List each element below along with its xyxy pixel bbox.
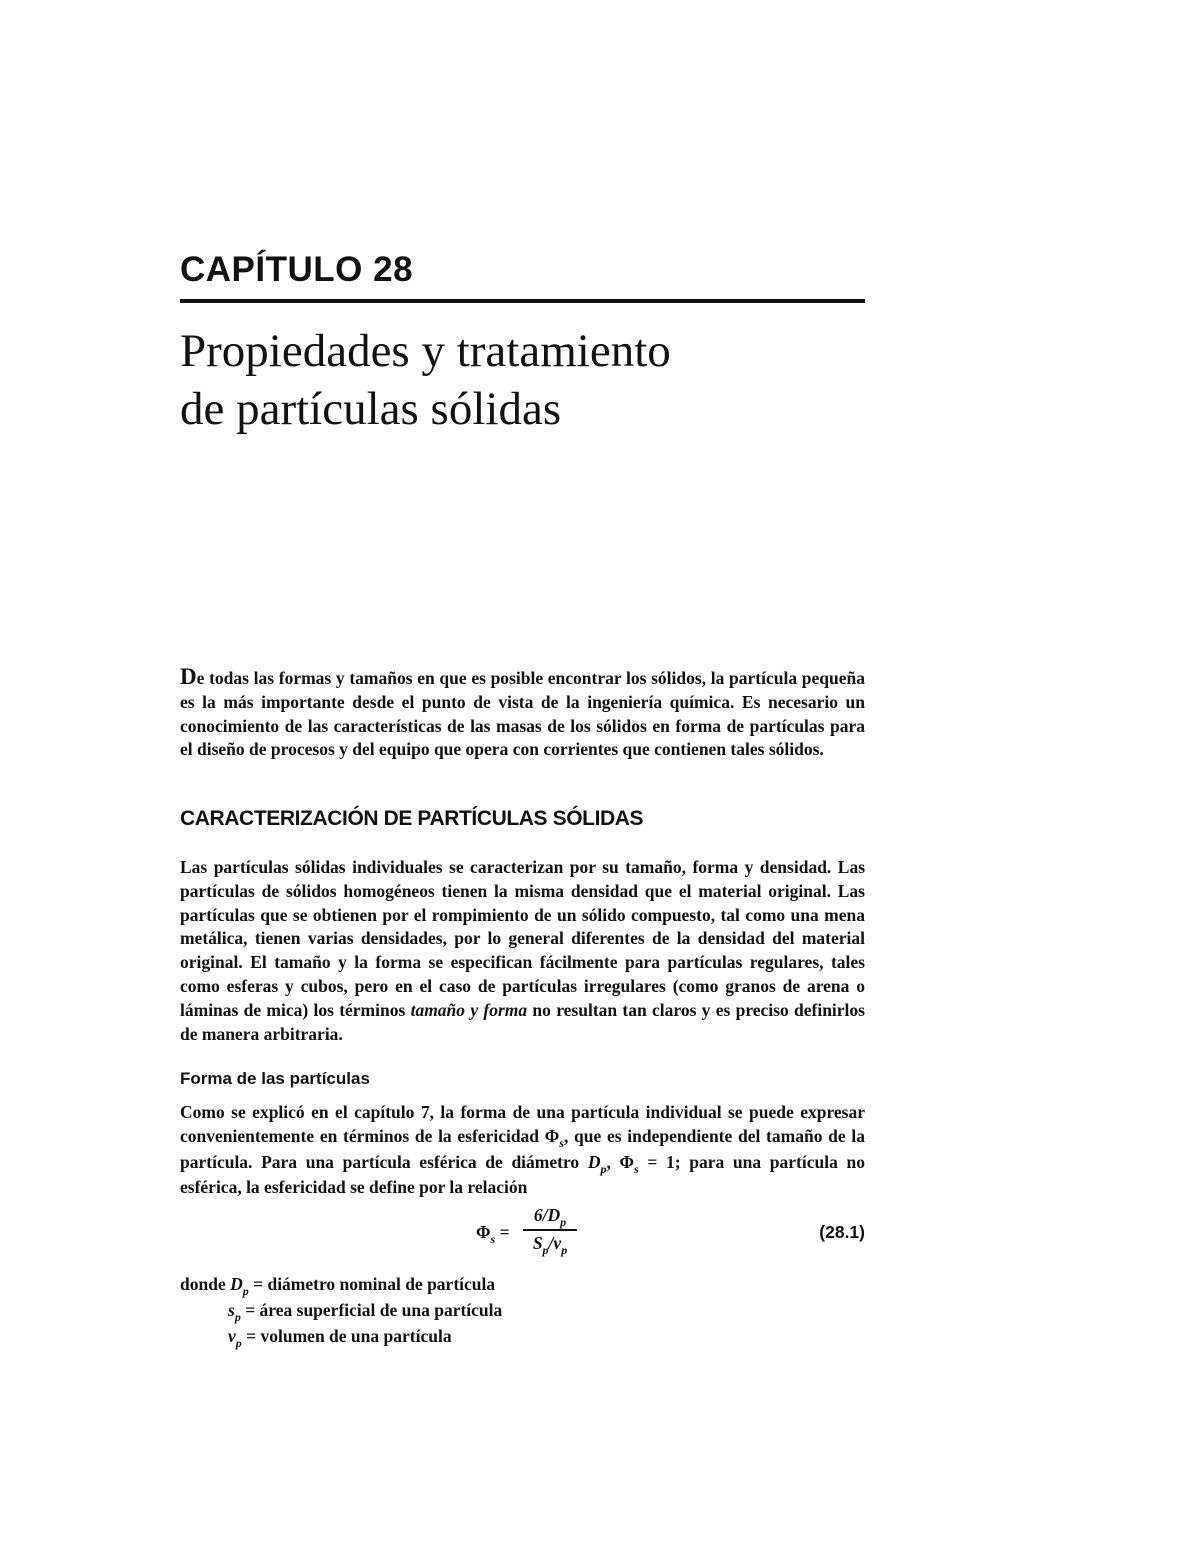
denominator-v: /v [548, 1232, 562, 1253]
denominator-s-subscript: p [542, 1242, 549, 1257]
definition-row [180, 1325, 502, 1351]
intro-dropcap: D [180, 664, 197, 689]
equation-denominator [523, 1231, 577, 1257]
definition-symbol: D [230, 1274, 243, 1294]
numerator-text: 6/D [533, 1205, 561, 1225]
definition-subscript: p [234, 1309, 241, 1324]
equation-equals: = [495, 1222, 510, 1242]
shape-text-a: Como se explicó en el capítulo 7, la forma de una partícula individual se puede expresar convenientemente en términos de la esfericidad Φ [180, 1102, 865, 1146]
definition-symbol: s [228, 1299, 235, 1320]
numerator-subscript: p [560, 1215, 567, 1229]
where-intro: donde [180, 1274, 231, 1294]
chapter-title [180, 322, 671, 438]
shape-text-d: = 1; para una partícula no esférica, la esfericidad se define por la relación [180, 1151, 865, 1198]
definition-subscript: p [242, 1284, 249, 1298]
diameter-subscript: p [600, 1161, 607, 1176]
denominator-v-subscript: p [561, 1242, 568, 1257]
chapter-title-line1: Propiedades y tratamiento [180, 325, 671, 377]
section-paragraph [180, 856, 865, 1046]
term-conjunction: y [465, 999, 484, 1020]
definition-row [180, 1299, 502, 1325]
term-forma: forma [483, 999, 528, 1020]
chapter-label: CAPÍTULO 28 [180, 250, 414, 289]
denominator-s: S [532, 1232, 543, 1253]
variable-definitions [180, 1273, 502, 1350]
section-heading: CARACTERIZACIÓN DE PARTÍCULAS SÓLIDAS [180, 807, 644, 830]
diameter-symbol: D [587, 1151, 601, 1172]
equation-phi: Φ [476, 1222, 491, 1242]
shape-text-c: , Φ [606, 1151, 635, 1172]
sphericity-subscript: s [559, 1135, 564, 1150]
subsection-heading: Forma de las partículas [180, 1069, 370, 1088]
definition-row [180, 1273, 502, 1299]
definition-text: = área superficial de una partícula [240, 1299, 503, 1320]
definition-subscript: p [235, 1335, 242, 1350]
sphericity-subscript-2: s [634, 1161, 639, 1176]
shape-text-b: , que es independiente del tamaño de la partícula. Para una partícula esférica de diámetro [180, 1125, 865, 1172]
equation-phi-subscript: s [490, 1232, 496, 1246]
term-tamano: tamaño [410, 999, 466, 1020]
equation-number: (28.1) [819, 1222, 865, 1242]
equation-28-1 [180, 1205, 865, 1267]
intro-paragraph [180, 665, 865, 762]
equation-fraction [523, 1205, 577, 1257]
definition-text: = diámetro nominal de partícula [248, 1274, 496, 1294]
intro-text: e todas las formas y tamaños en que es posible encontrar los sólidos, la partícula pequeña es la más importante desde el punto de vista de la ingeniería química. Es necesario un conocimiento de las características de las masas de los sólidos en forma de partículas para el diseño de procesos y del equipo que opera con corrientes que contienen tales sólidos. [180, 668, 865, 760]
chapter-divider [180, 299, 865, 303]
shape-paragraph [180, 1101, 865, 1200]
chapter-title-line2: de partículas sólidas [180, 383, 562, 435]
definition-text: = volumen de una partícula [241, 1325, 452, 1346]
section-text-part1: Las partículas sólidas individuales se caracterizan por su tamaño, forma y densidad. Las partículas de sólidos homogéneos tienen la misma densidad que el material original. Las partículas que se obtienen por el rompimiento de un sólido compuesto, tal como una mena metálica, tienen varias densidades, por lo general diferentes de la densidad del material original. El tamaño y la forma se especifican fácilmente para partículas regulares, tales como esferas y cubos, pero en el caso de partículas irregulares (como granos de arena o láminas de mica) los términos [180, 857, 865, 1020]
section-text-part2: no resultan tan claros y es preciso definirlos de manera arbitraria. [180, 999, 865, 1044]
equation-lhs [476, 1222, 510, 1246]
definition-symbol: v [228, 1325, 236, 1346]
equation-numerator [523, 1205, 577, 1229]
